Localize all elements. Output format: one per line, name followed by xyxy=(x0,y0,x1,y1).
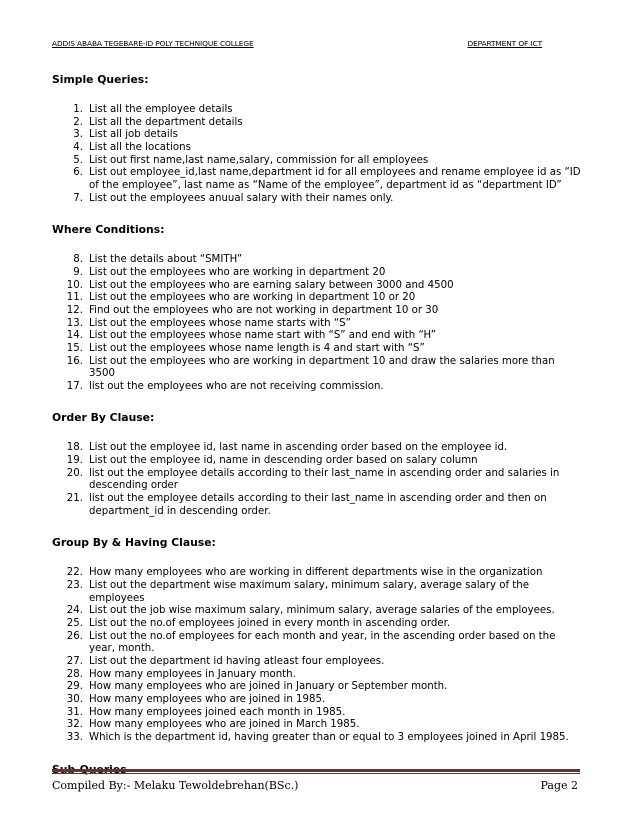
query-item xyxy=(52,117,582,130)
query-item xyxy=(52,493,582,518)
query-text: How many employees joined each month in 1985. xyxy=(89,706,346,718)
query-number: 13. xyxy=(66,317,83,329)
query-text: List out the employee id, name in descending order based on salary column xyxy=(89,455,478,467)
query-text: List out the employees anuual salary with their names only. xyxy=(89,192,394,204)
query-list xyxy=(52,442,582,518)
query-list xyxy=(52,567,582,744)
query-item xyxy=(52,167,582,192)
header-department: DEPARTMENT OF ICT xyxy=(467,39,542,48)
query-item xyxy=(52,455,582,468)
query-item xyxy=(52,318,582,331)
query-text: List all job details xyxy=(89,129,178,141)
footer-page-number: Page 2 xyxy=(540,779,578,792)
query-text: List out the employees who are working in department 10 or 20 xyxy=(89,292,416,304)
query-number: 21. xyxy=(66,493,83,505)
query-text: list out the employee details according to their last_name in ascending order and salaries in descending order xyxy=(89,467,560,492)
footer-rule-thin xyxy=(52,773,580,774)
query-number: 6. xyxy=(73,167,83,179)
query-number: 2. xyxy=(73,116,83,128)
query-text: list out the employees who are not receiving commission. xyxy=(89,380,384,392)
query-text: How many employees who are working in different departments wise in the organization xyxy=(89,567,543,579)
query-item xyxy=(52,104,582,117)
query-number: 14. xyxy=(66,330,83,342)
query-number: 15. xyxy=(66,342,83,354)
query-number: 12. xyxy=(66,304,83,316)
query-item xyxy=(52,142,582,155)
query-text: List out employee_id,last name,department id for all employees and rename employee id as “ID of the employee”, last name as “Name of the employee”, department id as “department ID” xyxy=(89,167,581,191)
query-text: List out the no.of employees joined in every month in ascending order. xyxy=(89,618,451,630)
query-text: How many employees in January month. xyxy=(89,668,296,680)
query-text: list out the employee details according to their last_name in ascending order and then on department_id in descending order. xyxy=(89,493,547,517)
query-item xyxy=(52,343,582,356)
query-number: 26. xyxy=(66,630,83,642)
query-text: List all the employee details xyxy=(89,104,233,115)
query-item xyxy=(52,155,582,168)
query-item xyxy=(52,605,582,618)
query-number: 29. xyxy=(66,681,83,693)
query-item xyxy=(52,292,582,305)
query-item xyxy=(52,280,582,293)
query-text: List out the employees whose name start with “S” and end with “H” xyxy=(89,330,437,342)
query-text: How many employees who are joined in 1985. xyxy=(89,693,326,705)
query-number: 17. xyxy=(66,380,83,392)
query-item xyxy=(52,694,582,707)
query-number: 25. xyxy=(66,618,83,630)
footer-author: Compiled By:- Melaku Tewoldebrehan(BSc.) xyxy=(52,779,299,792)
query-item xyxy=(52,129,582,142)
query-number: 8. xyxy=(73,254,83,266)
query-item xyxy=(52,442,582,455)
query-number: 20. xyxy=(66,467,83,479)
query-item xyxy=(52,567,582,580)
query-list xyxy=(52,104,582,205)
document-body xyxy=(52,73,582,776)
query-item xyxy=(52,254,582,267)
query-text: List out the employees whose name starts with “S” xyxy=(89,317,351,329)
query-text: How many employees who are joined in March 1985. xyxy=(89,719,360,731)
footer-rule xyxy=(52,769,580,772)
query-text: How many employees who are joined in January or September month. xyxy=(89,681,448,693)
query-number: 16. xyxy=(66,355,83,367)
section-heading: Where Conditions: xyxy=(52,223,165,237)
query-number: 32. xyxy=(66,719,83,731)
query-item xyxy=(52,732,582,745)
query-text: List all the department details xyxy=(89,116,243,128)
query-item xyxy=(52,305,582,318)
query-text: List out the employees who are working in department 20 xyxy=(89,266,386,278)
query-number: 4. xyxy=(73,141,83,153)
query-number: 22. xyxy=(66,567,83,579)
query-text: List out the no.of employees for each month and year, in the ascending order based on the year, month. xyxy=(89,630,556,655)
query-number: 1. xyxy=(73,104,83,115)
query-item xyxy=(52,681,582,694)
query-number: 33. xyxy=(66,731,83,743)
query-item xyxy=(52,580,582,605)
query-item xyxy=(52,618,582,631)
query-number: 9. xyxy=(73,266,83,278)
query-text: Find out the employees who are not working in department 10 or 30 xyxy=(89,304,439,316)
query-text: List out the department wise maximum salary, minimum salary, average salary of the employees xyxy=(89,580,529,604)
query-item xyxy=(52,656,582,669)
query-list xyxy=(52,254,582,393)
section-heading: Simple Queries: xyxy=(52,73,149,86)
query-item xyxy=(52,381,582,394)
query-item xyxy=(52,707,582,720)
query-text: List all the locations xyxy=(89,141,191,153)
query-item xyxy=(52,330,582,343)
query-number: 3. xyxy=(73,129,83,141)
query-number: 31. xyxy=(66,706,83,718)
query-text: List out the employees whose name length is 4 and start with “S” xyxy=(89,342,425,354)
query-number: 30. xyxy=(66,693,83,705)
query-text: List out first name,last name,salary, commission for all employees xyxy=(89,154,429,166)
query-number: 5. xyxy=(73,154,83,166)
query-text: Which is the department id, having greater than or equal to 3 employees joined in April 1985. xyxy=(89,731,569,743)
query-item xyxy=(52,356,582,381)
query-number: 7. xyxy=(73,192,83,204)
query-item xyxy=(52,267,582,280)
query-text: List out the department id having atleast four employees. xyxy=(89,656,385,667)
query-item xyxy=(52,719,582,732)
query-item xyxy=(52,669,582,682)
query-item xyxy=(52,631,582,656)
query-item xyxy=(52,193,582,206)
query-text: List out the employees who are working in department 10 and draw the salaries more than 3500 xyxy=(89,355,555,380)
query-text: List out the employees who are earning salary between 3000 and 4500 xyxy=(89,279,454,291)
header-college-name: ADDIS ABABA TEGEBARE-ID POLY TECHNIQUE COLLEGE xyxy=(52,39,254,48)
section-heading: Order By Clause: xyxy=(52,411,155,425)
query-number: 11. xyxy=(66,292,83,304)
section-heading: Group By & Having Clause: xyxy=(52,536,216,550)
query-text: List the details about “SMITH” xyxy=(89,254,243,266)
query-number: 23. xyxy=(66,580,83,592)
query-number: 19. xyxy=(66,455,83,467)
query-number: 18. xyxy=(66,442,83,454)
query-number: 27. xyxy=(66,656,83,667)
query-number: 28. xyxy=(66,668,83,680)
query-item xyxy=(52,468,582,493)
query-text: List out the employee id, last name in ascending order based on the employee id. xyxy=(89,442,508,454)
query-text: List out the job wise maximum salary, minimum salary, average salaries of the employees. xyxy=(89,605,555,617)
query-number: 10. xyxy=(66,279,83,291)
query-number: 24. xyxy=(66,605,83,617)
